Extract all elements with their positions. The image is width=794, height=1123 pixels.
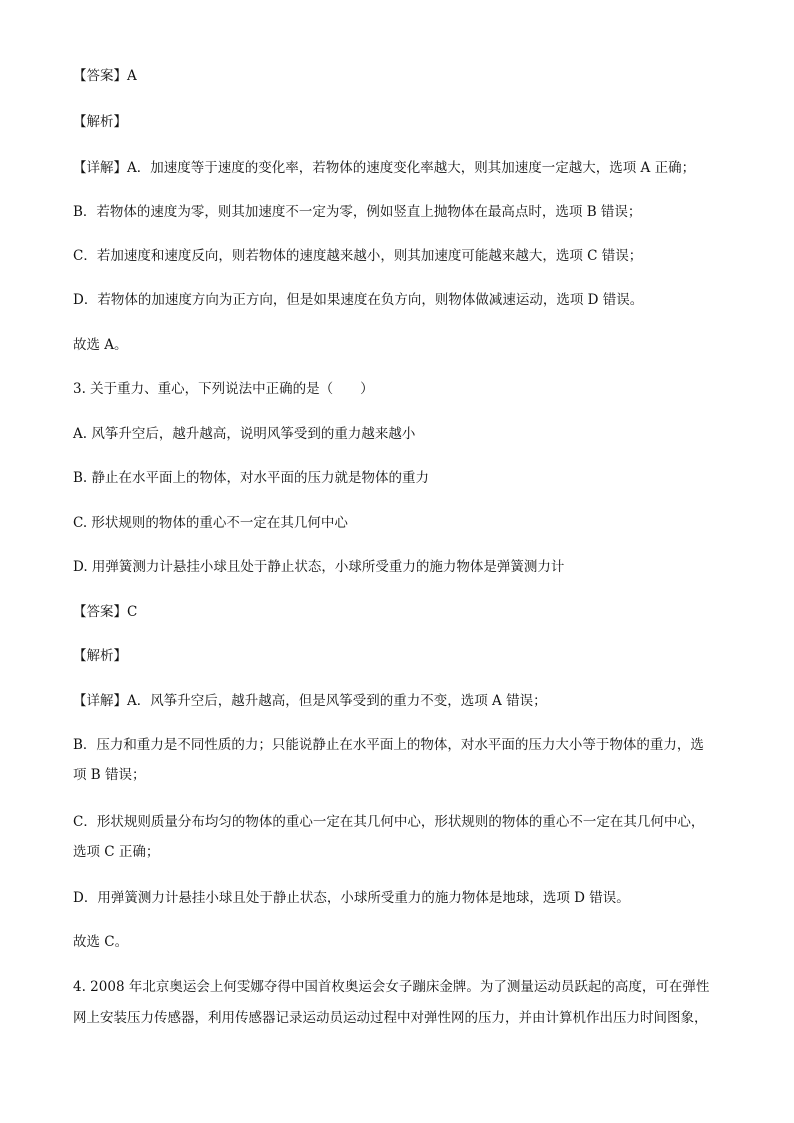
answer-label: 【答案】 (73, 68, 127, 84)
q3-detail-b-line1: B．压力和重力是不同性质的力；只能说静止在水平面上的物体，对水平面的压力大小等于物体的重力，选 (73, 737, 704, 753)
q4-stem-line1: 4. 2008 年北京奥运会上何雯娜夺得中国首枚奥运会女子蹦床金牌。为了测量运动员跃起的高度，可在弹性 (73, 979, 710, 995)
q3-option-c: C. 形状规则的物体的重心不一定在其几何中心 (73, 515, 348, 531)
q3-detail-a (73, 691, 547, 711)
q3-detail-c-line1: C．形状规则质量分布均匀的物体的重心一定在其几何中心，形状规则的物体的重心不一定在其几何中心， (73, 814, 705, 830)
q2-detail-c: C．若加速度和速度反向，则若物体的速度越来越小，则其加速度可能越来越大，选项 C 错误； (73, 248, 643, 264)
q2-answer (73, 66, 137, 86)
q2-detail-b: B．若物体的速度为零，则其加速度不一定为零，例如竖直上抛物体在最高点时，选项 B 错误； (73, 204, 642, 220)
q2-detail-d: D．若物体的加速度方向为正方向，但是如果速度在负方向，则物体做减速运动，选项 D 错误。 (73, 292, 644, 308)
answer-label: 【答案】 (73, 604, 127, 620)
answer-value: A (127, 68, 137, 84)
q4-stem-line2: 网上安装压力传感器，利用传感器记录运动员运动过程中对弹性网的压力，并由计算机作出压力时间图象， (73, 1010, 708, 1026)
q3-detail-d: D．用弹簧测力计悬挂小球且处于静止状态，小球所受重力的施力物体是地球，选项 D 错误。 (73, 890, 630, 906)
detail-text: A．风筝升空后，越升越高，但是风筝受到的重力不变，选项 A 错误； (127, 693, 547, 709)
q3-conclusion: 故选 C。 (73, 934, 129, 950)
q2-analysis-label: 【解析】 (73, 114, 127, 130)
q2-conclusion: 故选 A。 (73, 337, 128, 353)
q3-option-d: D. 用弹簧测力计悬挂小球且处于静止状态，小球所受重力的施力物体是弹簧测力计 (73, 559, 565, 575)
detail-label: 【详解】 (73, 693, 127, 709)
q3-option-b: B. 静止在水平面上的物体，对水平面的压力就是物体的重力 (73, 470, 430, 486)
answer-value: C (127, 604, 138, 620)
q3-answer (73, 602, 137, 622)
q3-analysis-label: 【解析】 (73, 648, 127, 664)
q3-detail-c-line2: 选项 C 正确； (73, 844, 160, 860)
q3-option-a: A. 风筝升空后，越升越高，说明风筝受到的重力越来越小 (73, 426, 416, 442)
q2-detail-a (73, 158, 695, 178)
q3-stem: 3. 关于重力、重心，下列说法中正确的是（ ） (73, 381, 374, 397)
q3-detail-b-line2: 项 B 错误； (73, 767, 146, 783)
detail-label: 【详解】 (73, 160, 127, 176)
detail-text: A．加速度等于速度的变化率，若物体的速度变化率越大，则其加速度一定越大，选项 A 正确； (127, 160, 696, 176)
